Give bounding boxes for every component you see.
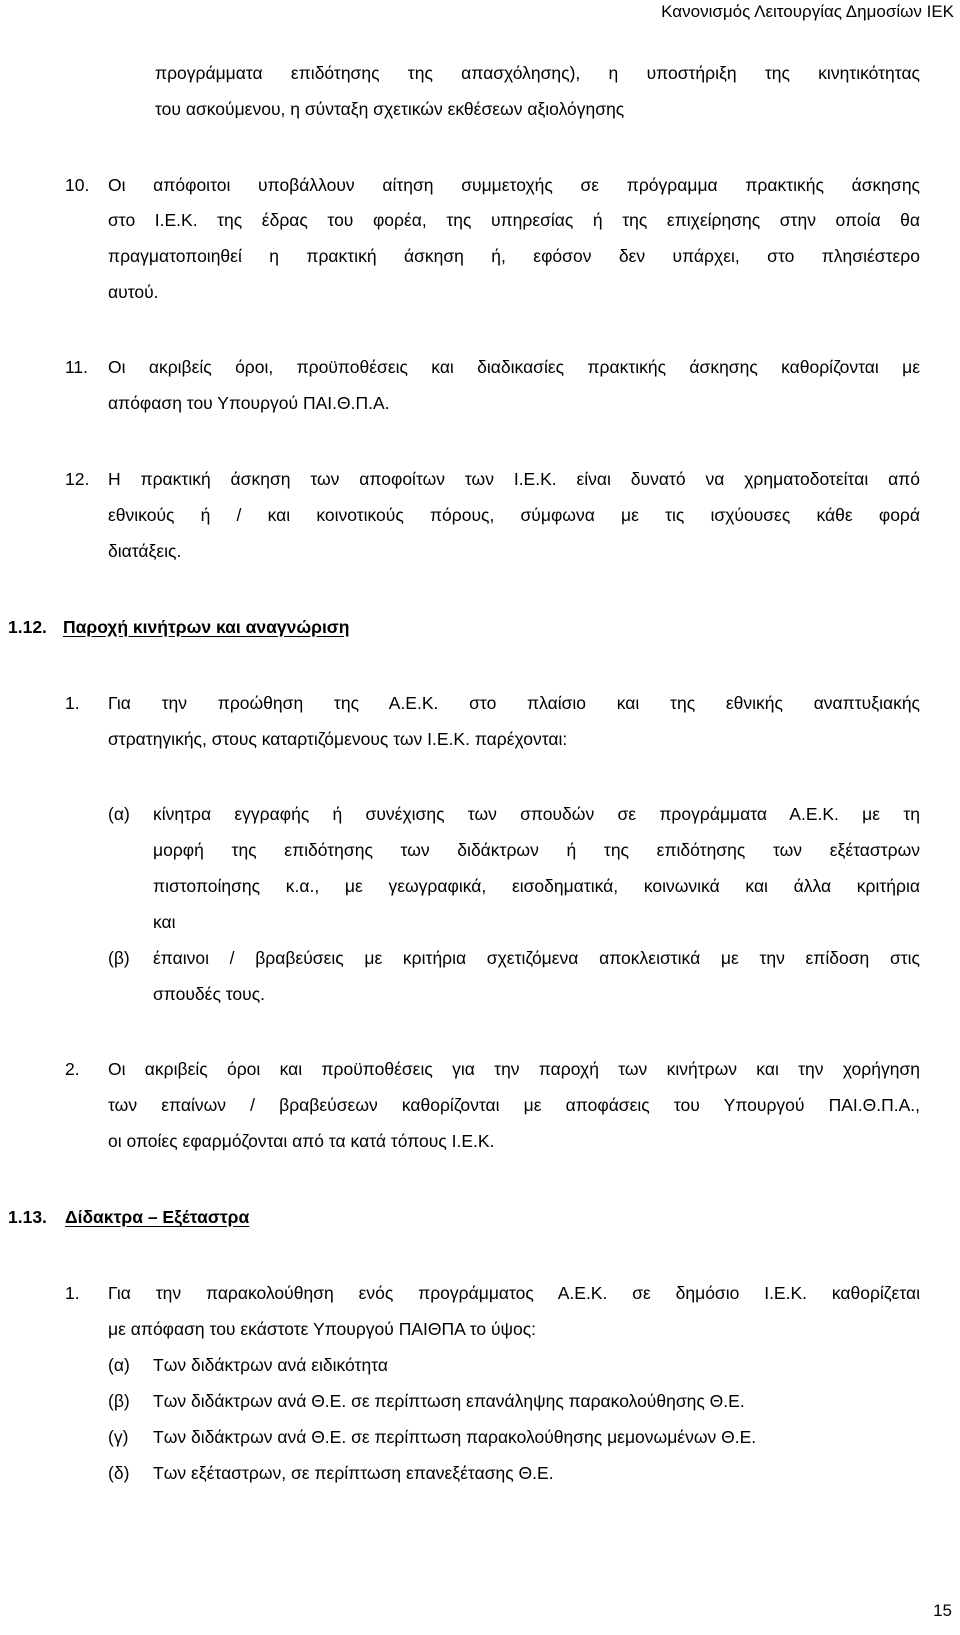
paragraph-line: απόφαση του Υπουργού ΠΑΙ.Θ.Π.Α.: [108, 393, 390, 413]
list-label: (α): [108, 1355, 130, 1375]
item-number: 12.: [65, 469, 90, 489]
list-item-line: πιστοποίησης κ.α., με γεωγραφικά, εισοδηματικά, κοινωνικά και άλλα κριτήρια: [153, 876, 920, 896]
list-label: (δ): [108, 1463, 130, 1483]
section-number: 1.12.: [8, 617, 47, 637]
list-label: (β): [108, 948, 130, 968]
paragraph-line: στρατηγικής, στους καταρτιζόμενους των Ι.Ε.Κ. παρέχονται:: [108, 729, 568, 749]
item-number: 10.: [65, 175, 90, 195]
paragraph-line: πραγματοποιηθεί η πρακτική άσκηση ή, εφόσον δεν υπάρχει, στο πλησιέστερο: [108, 246, 920, 266]
list-label: (β): [108, 1391, 130, 1411]
section-title: Δίδακτρα – Εξέταστρα: [65, 1207, 250, 1227]
paragraph-line: Για την παρακολούθηση ενός προγράμματος Α.Ε.Κ. σε δημόσιο Ι.Ε.Κ. καθορίζεται: [108, 1283, 920, 1303]
list-item-line: Των εξέταστρων, σε περίπτωση επανεξέτασης Θ.Ε.: [153, 1463, 554, 1483]
section-title: Παροχή κινήτρων και αναγνώριση: [63, 617, 350, 637]
paragraph-line: Η πρακτική άσκηση των αποφοίτων των Ι.Ε.Κ. είναι δυνατό να χρηματοδοτείται από: [108, 469, 920, 489]
paragraph-line: Οι ακριβείς όροι και προϋποθέσεις για την παροχή των κινήτρων και την χορήγηση: [108, 1059, 920, 1079]
page-header: Κανονισμός Λειτουργίας Δημοσίων ΙΕΚ: [661, 2, 954, 21]
list-label: (γ): [108, 1427, 129, 1447]
list-item-line: έπαινοι / βραβεύσεις με κριτήρια σχετιζόμενα αποκλειστικά με την επίδοση στις: [153, 948, 920, 968]
list-item-line: Των διδάκτρων ανά Θ.Ε. σε περίπτωση παρακολούθησης μεμονωμένων Θ.Ε.: [153, 1427, 757, 1447]
paragraph-line: εθνικούς ή / και κοινοτικούς πόρους, σύμφωνα με τις ισχύουσες κάθε φορά: [108, 505, 920, 525]
continuation-line: προγράμματα επιδότησης της απασχόλησης), η υποστήριξη της κινητικότητας: [155, 63, 920, 83]
list-item-line: Των διδάκτρων ανά ειδικότητα: [153, 1355, 388, 1375]
list-item-line: μορφή της επιδότησης των διδάκτρων ή της επιδότησης των εξέταστρων: [153, 840, 920, 860]
list-item-line: σπουδές τους.: [153, 984, 266, 1004]
paragraph-line: οι οποίες εφαρμόζονται από τα κατά τόπους Ι.Ε.Κ.: [108, 1131, 495, 1151]
item-number: 1.: [65, 693, 80, 713]
paragraph-line: αυτού.: [108, 282, 159, 302]
paragraph-line: διατάξεις.: [108, 541, 182, 561]
section-number: 1.13.: [8, 1207, 47, 1227]
list-label: (α): [108, 804, 130, 824]
paragraph-line: Για την προώθηση της Α.Ε.Κ. στο πλαίσιο και της εθνικής αναπτυξιακής: [108, 693, 920, 713]
list-item-line: Των διδάκτρων ανά Θ.Ε. σε περίπτωση επανάληψης παρακολούθησης Θ.Ε.: [153, 1391, 745, 1411]
list-item-line: και: [153, 912, 176, 932]
paragraph-line: Οι ακριβείς όροι, προϋποθέσεις και διαδικασίες πρακτικής άσκησης καθορίζονται με: [108, 357, 920, 377]
item-number: 2.: [65, 1059, 80, 1079]
paragraph-line: των επαίνων / βραβεύσεων καθορίζονται με αποφάσεις του Υπουργού ΠΑΙ.Θ.Π.Α.,: [108, 1095, 920, 1115]
page-number: 15: [933, 1601, 952, 1620]
list-item-line: κίνητρα εγγραφής ή συνέχισης των σπουδών σε προγράμματα Α.Ε.Κ. με τη: [153, 804, 920, 824]
item-number: 1.: [65, 1283, 80, 1303]
paragraph-line: στο Ι.Ε.Κ. της έδρας του φορέα, της υπηρεσίας ή της επιχείρησης στην οποία θα: [108, 210, 920, 230]
paragraph-line: Οι απόφοιτοι υποβάλλουν αίτηση συμμετοχής σε πρόγραμμα πρακτικής άσκησης: [108, 175, 920, 195]
paragraph-line: με απόφαση του εκάστοτε Υπουργού ΠΑΙΘΠΑ το ύψος:: [108, 1319, 537, 1339]
item-number: 11.: [65, 357, 89, 377]
continuation-line: του ασκούμενου, η σύνταξη σχετικών εκθέσεων αξιολόγησης: [155, 99, 625, 119]
